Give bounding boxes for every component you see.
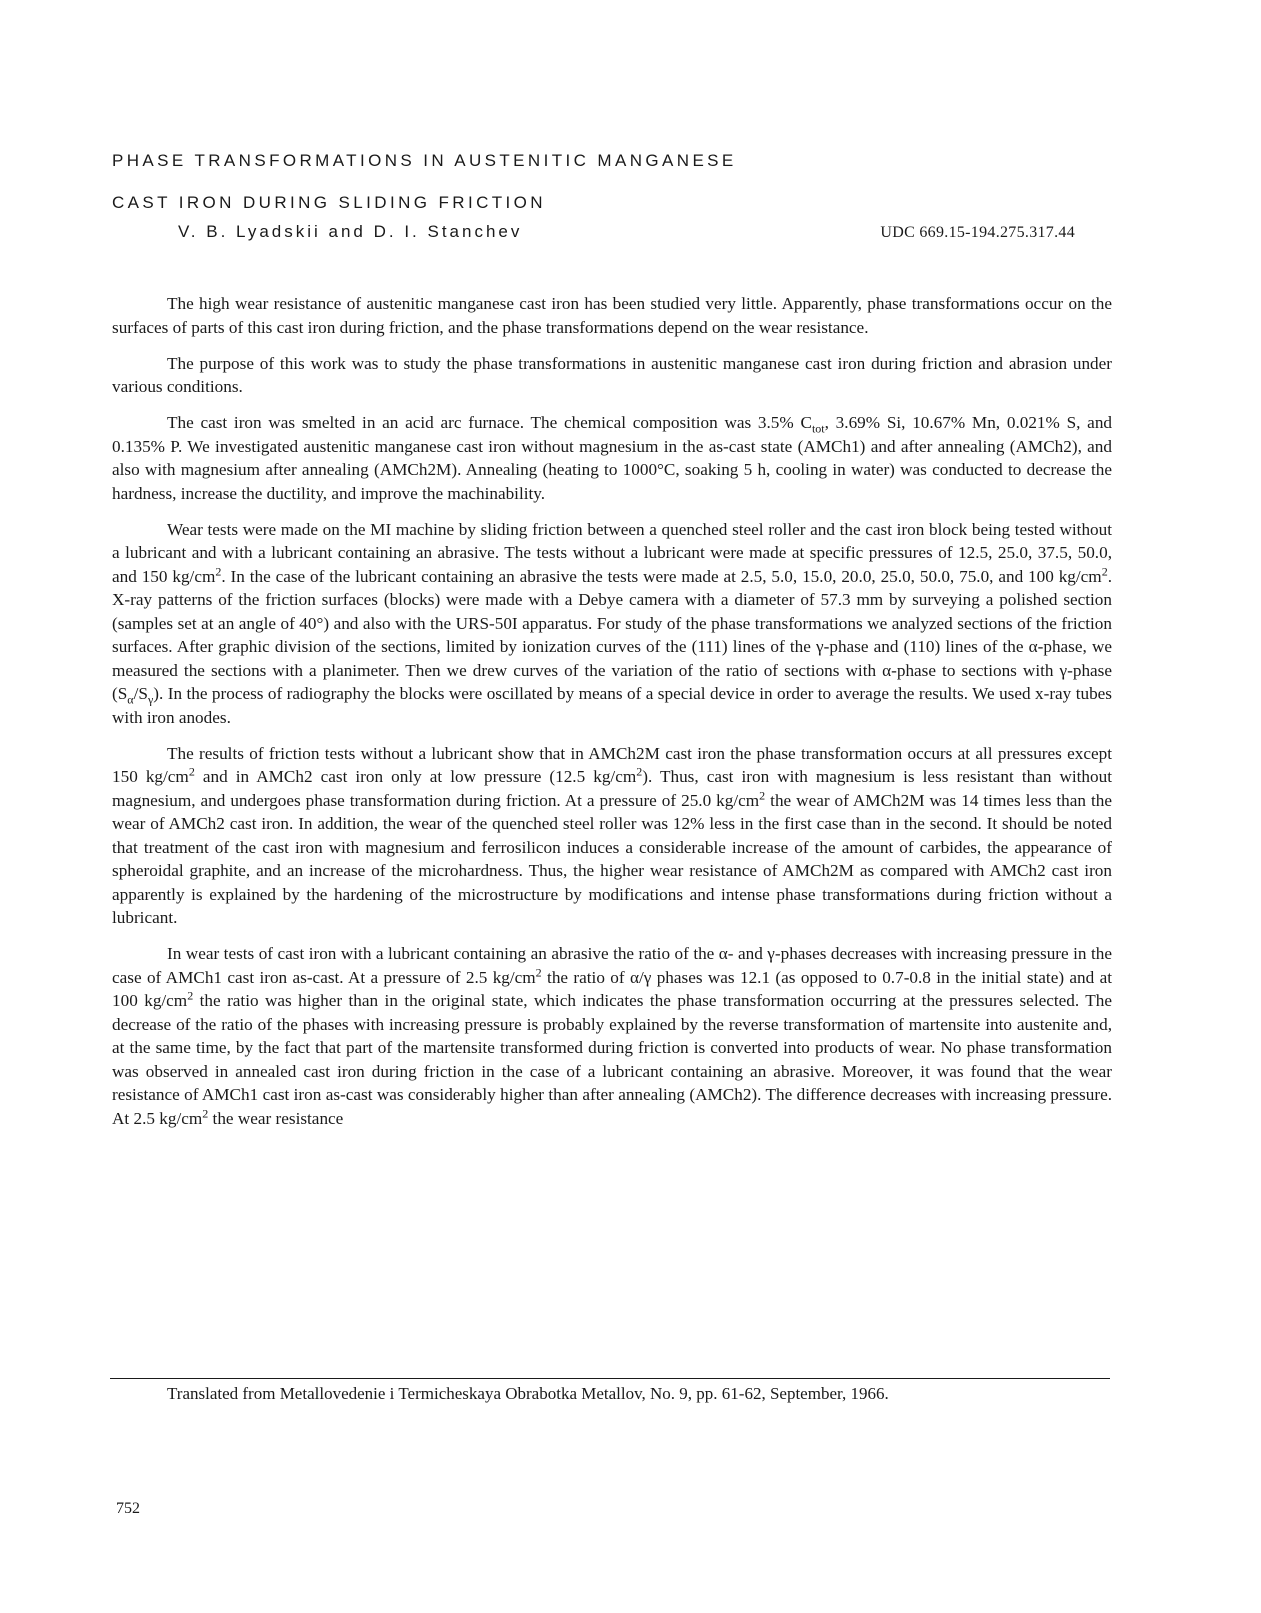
text-run: . X-ray patterns of the friction surfaces (blocks) were made with a Debye camera with a diameter of 57.3 mm by surveying a polished section (samples set at an angle of 40°) and also with the URS-50I apparatus. For study of the phase transformations we analyzed sections of the friction surfaces. After graphic division of the sections, limited by ionization curves of the (111) lines of the γ-phase and (110) lines of the α-phase, we measured the sections with a planimeter. Then we drew curves of the variation of the ratio of sections with α-phase to sections with γ-phase (S <box>112 566 1112 703</box>
text-run: /S <box>133 684 148 703</box>
title-line-2: CAST IRON DURING SLIDING FRICTION <box>112 193 546 212</box>
paragraph-5 <box>112 742 1112 930</box>
subscript: γ <box>147 692 154 707</box>
superscript: 2 <box>759 787 766 802</box>
text-run: , 3.69% Si, 10.67% Mn, 0.021% S, and 0.135% P. We investigated austenitic manganese cast iron without magnesium in the as-cast state (AMCh1) and after annealing (AMCh2), and also with magnesium after annealing (AMCh2M). Annealing (heating to 1000°C, soaking 5 h, cooling in water) was conducted to decrease the hardness, increase the ductility, and improve the machinability. <box>112 413 1113 503</box>
text-run: . In the case of the lubricant containing an abrasive the tests were made at 2.5, 5.0, 15.0, 20.0, 25.0, 50.0, 75.0, and 100 kg/cm <box>221 566 1102 586</box>
superscript: 2 <box>636 764 643 779</box>
article-title <box>112 140 1012 224</box>
text-run: The results of friction tests without a lubricant show that in AMCh2M cast iron the phase transformation occurs at all pressures except 150 kg/cm <box>112 743 1112 786</box>
paragraph-1: The high wear resistance of austenitic manganese cast iron has been studied very little. Apparently, phase transformations occur on the surfaces of parts of this cast iron during friction, and the phase transformations depend on the wear resistance. <box>112 294 1112 337</box>
authors: V. B. Lyadskii and D. I. Stanchev <box>178 222 523 241</box>
text-run: ). Thus, cast iron with magnesium is less resistant than without magnesium, and undergoes phase transformation during friction. At a pressure of 25.0 kg/cm <box>112 767 1112 810</box>
paragraph-2: The purpose of this work was to study the phase transformations in austenitic manganese cast iron during friction and abrasion under various conditions. <box>112 353 1112 396</box>
text-run: Wear tests were made on the MI machine by sliding friction between a quenched steel roller and the cast iron block being tested without a lubricant and with a lubricant containing an abrasive. The tests without a lubricant were made at specific pressures of 12.5, 25.0, 37.5, 50.0, and 150 kg/cm <box>112 519 1112 586</box>
text-run: and in AMCh2 cast iron only at low pressure (12.5 kg/cm <box>194 767 637 786</box>
superscript: 2 <box>187 988 194 1003</box>
paragraph-3 <box>112 411 1112 505</box>
paragraph-4 <box>112 518 1112 730</box>
paragraph-6 <box>112 942 1112 1130</box>
subscript: tot <box>811 421 825 436</box>
footnote-divider <box>110 1378 1110 1379</box>
text-run: ). In the process of radiography the blocks were oscillated by means of a special device in order to average the results. We used x-ray tubes with iron anodes. <box>112 684 1112 727</box>
superscript: 2 <box>202 1105 209 1120</box>
page-number: 752 <box>116 1500 140 1517</box>
udc-code: UDC 669.15-194.275.317.44 <box>880 224 1075 241</box>
subscript: α <box>127 692 134 707</box>
superscript: 2 <box>1101 563 1108 578</box>
text-run: the ratio of α/γ phases was 12.1 (as opposed to 0.7-0.8 in the initial state) and at 100 kg/cm <box>112 967 1112 1010</box>
text-run: the wear of AMCh2M was 14 times less than the wear of AMCh2 cast iron. In addition, the wear of the quenched steel roller was 12% less in the first case than in the second. It should be noted that treatment of the cast iron with magnesium and ferrosilicon induces a considerable increase of the amount of carbides, the appearance of spheroidal graphite, and an increase of the microhardness. Thus, the higher wear resistance of AMCh2M as compared with AMCh2 cast iron apparently is explained by the hardening of the microstructure by modifications and intense phase transformations during friction without a lubricant. <box>112 790 1112 927</box>
title-line-1: PHASE TRANSFORMATIONS IN AUSTENITIC MANGANESE <box>112 151 737 170</box>
text-run: In wear tests of cast iron with a lubricant containing an abrasive the ratio of the α- and γ-phases decreases with increasing pressure in the case of AMCh1 cast iron as-cast. At a pressure of 2.5 kg/cm <box>112 944 1112 987</box>
text-run: the ratio was higher than in the original state, which indicates the phase transformation occurring at the pressures selected. The decrease of the ratio of the phases with increasing pressure is probably explained by the reverse transformation of martensite into austenite and, at the same time, by the fact that part of the martensite transformed during friction is converted into products of wear. No phase transformation was observed in annealed cast iron during friction in the case of a lubricant containing an abrasive. Moreover, it was found that the wear resistance of AMCh1 cast iron as-cast was considerably higher than after annealing (AMCh2). The difference decreases with increasing pressure. At 2.5 kg/cm <box>112 991 1112 1128</box>
text-run: The cast iron was smelted in an acid arc furnace. The chemical composition was 3.5% C <box>167 413 812 432</box>
superscript: 2 <box>535 964 542 979</box>
superscript: 2 <box>215 563 222 578</box>
article-body <box>112 292 1112 1143</box>
footnote-text: Translated from Metallovedenie i Termicheskaya Obrabotka Metallov, No. 9, pp. 61-62, September, 1966. <box>167 1384 889 1403</box>
footnote <box>112 1382 1112 1406</box>
text-run: the wear resistance <box>208 1108 344 1128</box>
superscript: 2 <box>188 764 195 779</box>
